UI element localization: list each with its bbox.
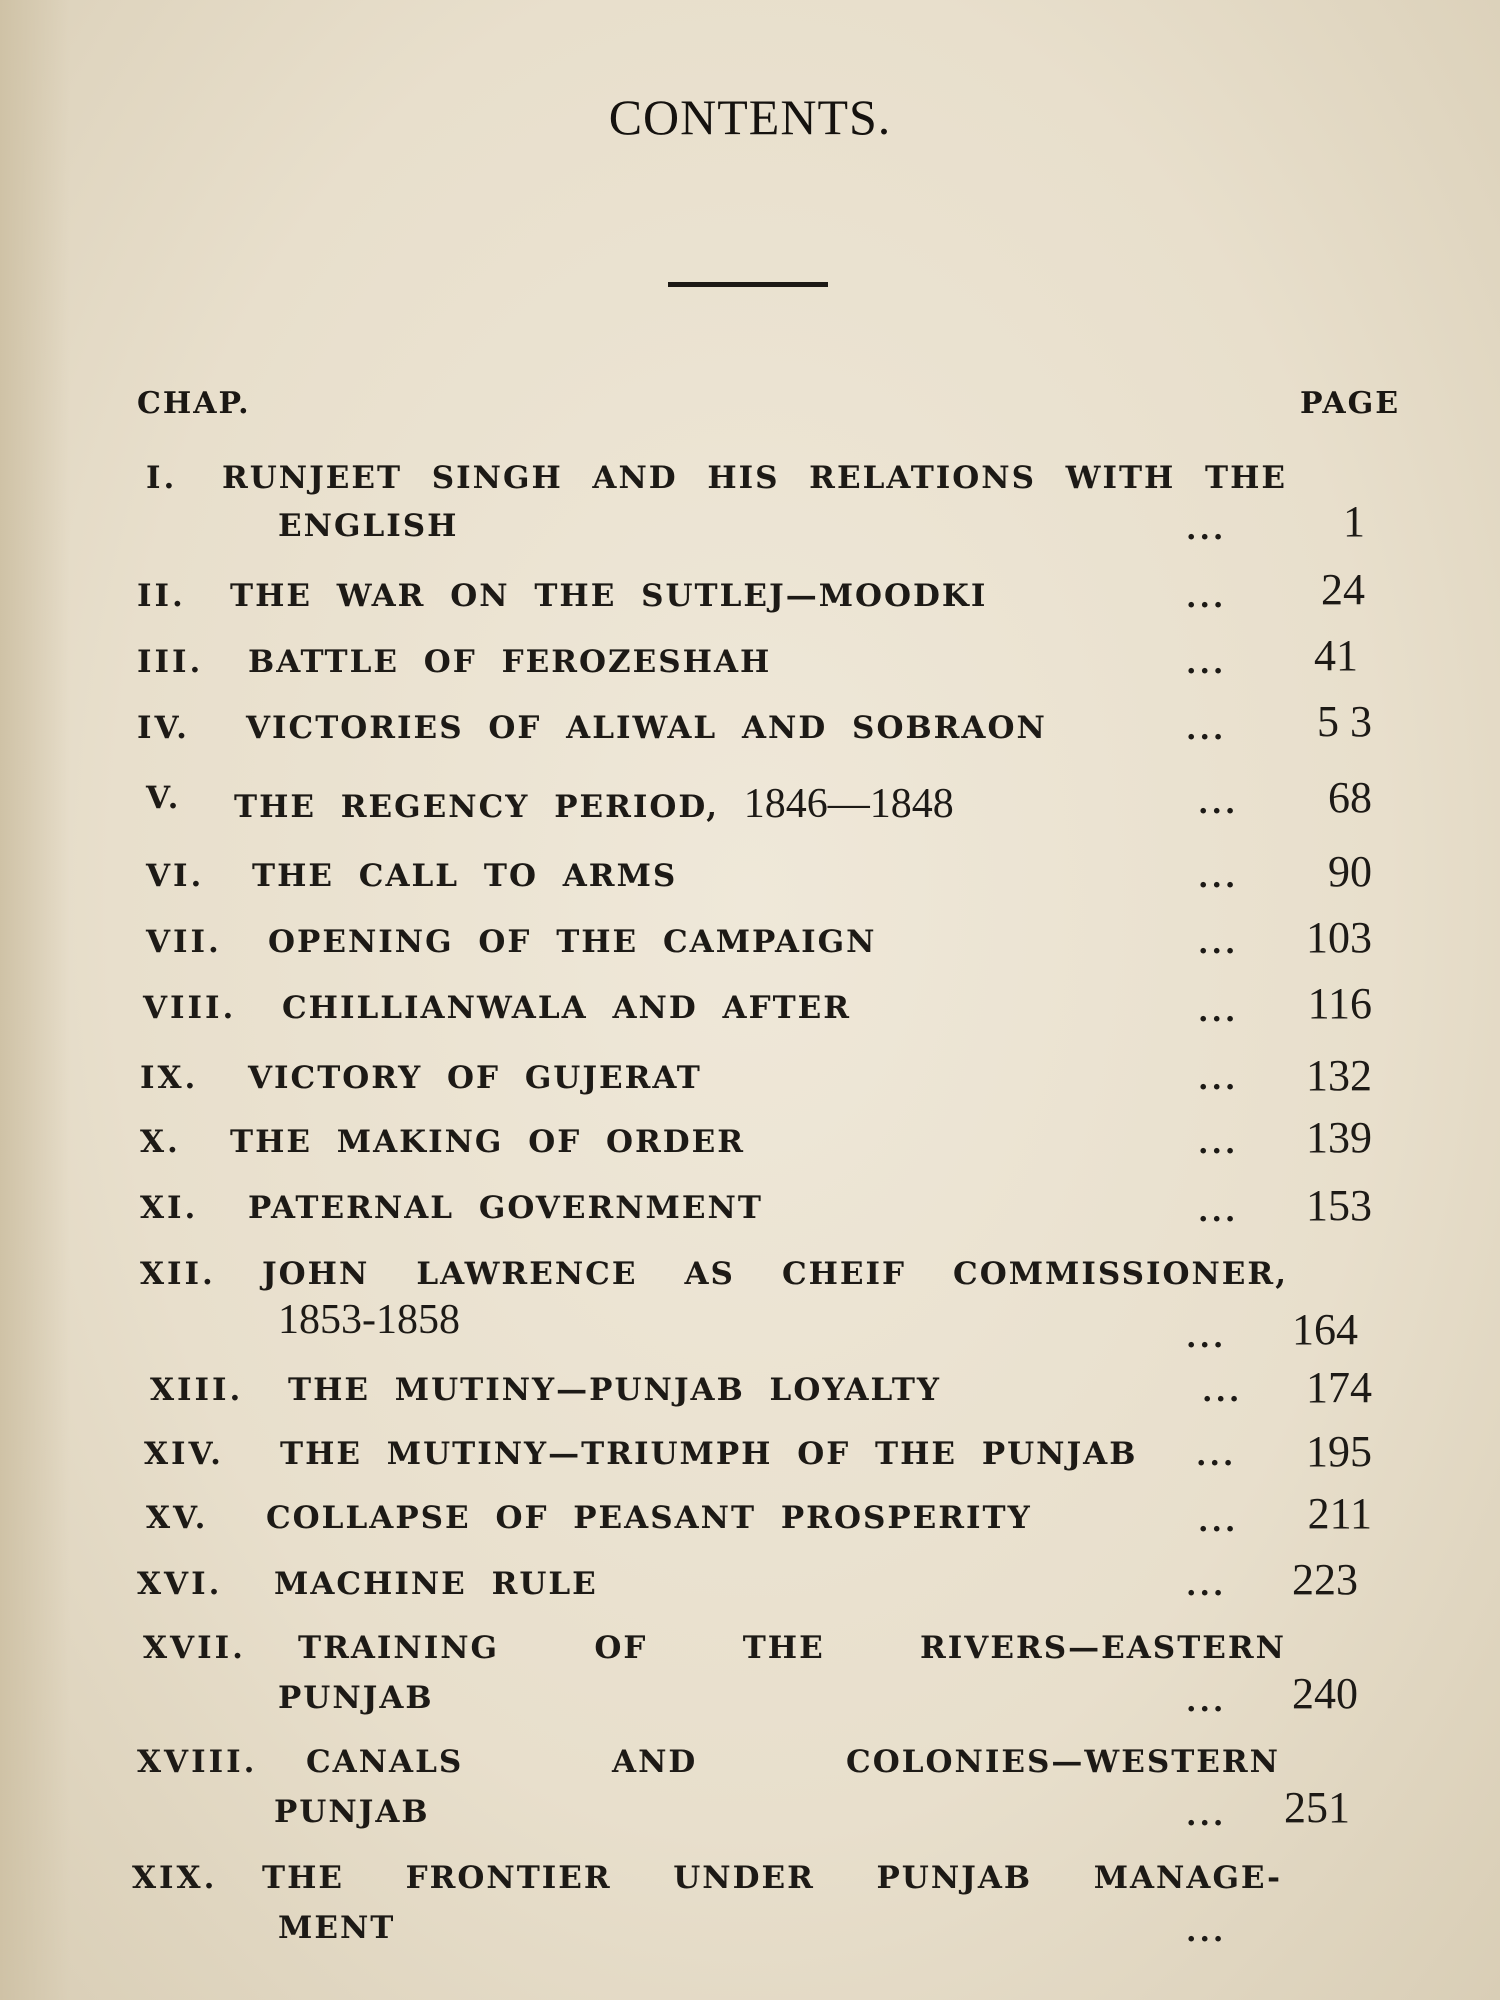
chapter-number: II. [137,578,186,614]
chapter-number: XIX. [132,1860,218,1896]
leader-dots: ... [1186,1684,1227,1719]
leader-dots: ... [1196,1438,1237,1473]
chapter-number: VII. [146,924,222,960]
leader-dots: ... [1186,580,1227,615]
page-number: 251 [1284,1783,1350,1832]
page-number: 174 [1306,1363,1372,1412]
chapter-title: COLLAPSE OF PEASANT PROSPERITY [266,1500,1032,1536]
chapter-title: CANALS AND COLONIES—WESTERN [306,1744,1280,1780]
chapter-number: I. [146,460,178,496]
leader-dots: ... [1198,786,1239,821]
leader-dots: ... [1198,860,1239,895]
chapter-title: VICTORIES OF ALIWAL AND SOBRAON [246,710,1047,746]
leader-dots: ... [1198,1126,1239,1161]
chapter-title: THE MAKING OF ORDER [230,1124,746,1160]
page-number: 90 [1328,847,1372,896]
chapter-title: JOHN LAWRENCE AS CHEIF COMMISSIONER, [262,1256,1288,1292]
leader-dots: ... [1186,1568,1227,1603]
page-number: 41 [1314,631,1358,680]
chapter-title [234,780,954,828]
page-number: 132 [1306,1051,1372,1100]
chapter-title: THE MUTINY—PUNJAB LOYALTY [288,1372,942,1408]
chapter-title: RUNJEET SINGH AND HIS RELATIONS WITH THE [222,460,1287,496]
chapter-title: THE MUTINY—TRIUMPH OF THE PUNJAB [280,1436,1138,1472]
chapter-number: XII. [140,1256,216,1292]
leader-dots: ... [1198,926,1239,961]
page-number: 240 [1292,1669,1358,1718]
chapter-title: TRAINING OF THE RIVERS—EASTERN [298,1630,1286,1666]
page-number: 223 [1292,1555,1358,1604]
chapter-title: CHILLIANWALA AND AFTER [282,990,852,1026]
leader-dots: ... [1186,512,1227,547]
chapter-number: III. [137,644,204,680]
leader-dots: ... [1202,1374,1243,1409]
chapter-title: BATTLE OF FEROZESHAH [248,644,772,680]
leader-dots: ... [1186,1914,1227,1949]
chapter-number: XVII. [143,1630,246,1666]
leader-dots: ... [1186,646,1227,681]
leader-dots: ... [1186,712,1227,747]
page-number: 153 [1306,1181,1372,1230]
leader-dots: ... [1186,1320,1227,1355]
chapter-title-years: 1846—1848 [743,781,954,827]
chapter-number: XIV. [144,1436,224,1472]
chapter-number: VIII. [143,990,237,1026]
chapter-number: X. [140,1124,181,1160]
chapter-title: THE CALL TO ARMS [252,858,678,894]
chapter-title-continued: PUNJAB [278,1680,434,1716]
chapter-title: THE WAR ON THE SUTLEJ—MOODKI [230,578,988,614]
page-number: 164 [1292,1305,1358,1354]
chapter-title-text: THE REGENCY PERIOD, [234,789,719,825]
page-number: 1 [1343,497,1365,546]
page-number: 5 3 [1317,697,1372,746]
chapter-number: XI. [140,1190,199,1226]
page-number: 116 [1307,979,1372,1028]
leader-dots: ... [1198,1194,1239,1229]
leader-dots: ... [1198,994,1239,1029]
chapter-title: PATERNAL GOVERNMENT [248,1190,763,1226]
chapter-title-continued: ENGLISH [278,508,459,544]
leader-dots: ... [1198,1504,1239,1539]
page-gutter-shadow [0,0,70,2000]
chapter-title-continued: 1853-1858 [278,1297,460,1343]
page-number: 68 [1328,773,1372,822]
chapter-title-continued: MENT [278,1910,396,1946]
leader-dots: ... [1198,1062,1239,1097]
chapter-title: MACHINE RULE [274,1566,598,1602]
page-title: CONTENTS. [608,89,892,145]
chapter-number: XVIII. [137,1744,258,1780]
chapter-title: VICTORY OF GUJERAT [248,1060,702,1096]
page-number: 139 [1306,1113,1372,1162]
chapter-number: XVI. [137,1566,223,1602]
chapter-title-continued: PUNJAB [274,1794,430,1830]
chapter-number: XIII. [150,1372,244,1408]
chapter-number: IV. [137,710,190,746]
page-number: 195 [1306,1427,1372,1476]
page-number: 211 [1307,1489,1372,1538]
chapter-number: XV. [146,1500,209,1536]
title-rule [668,282,828,287]
chapter-number: VI. [146,858,205,894]
page-number: 103 [1306,913,1372,962]
leader-dots: ... [1186,1798,1227,1833]
page-column-header: PAGE [1300,386,1401,421]
chapter-title: THE FRONTIER UNDER PUNJAB MANAGE- [262,1860,1282,1896]
chapter-title: OPENING OF THE CAMPAIGN [268,924,877,960]
chap-column-header: CHAP. [137,386,251,421]
chapter-number: V. [146,780,182,816]
chapter-number: IX. [140,1060,199,1096]
page-number: 24 [1321,565,1365,614]
